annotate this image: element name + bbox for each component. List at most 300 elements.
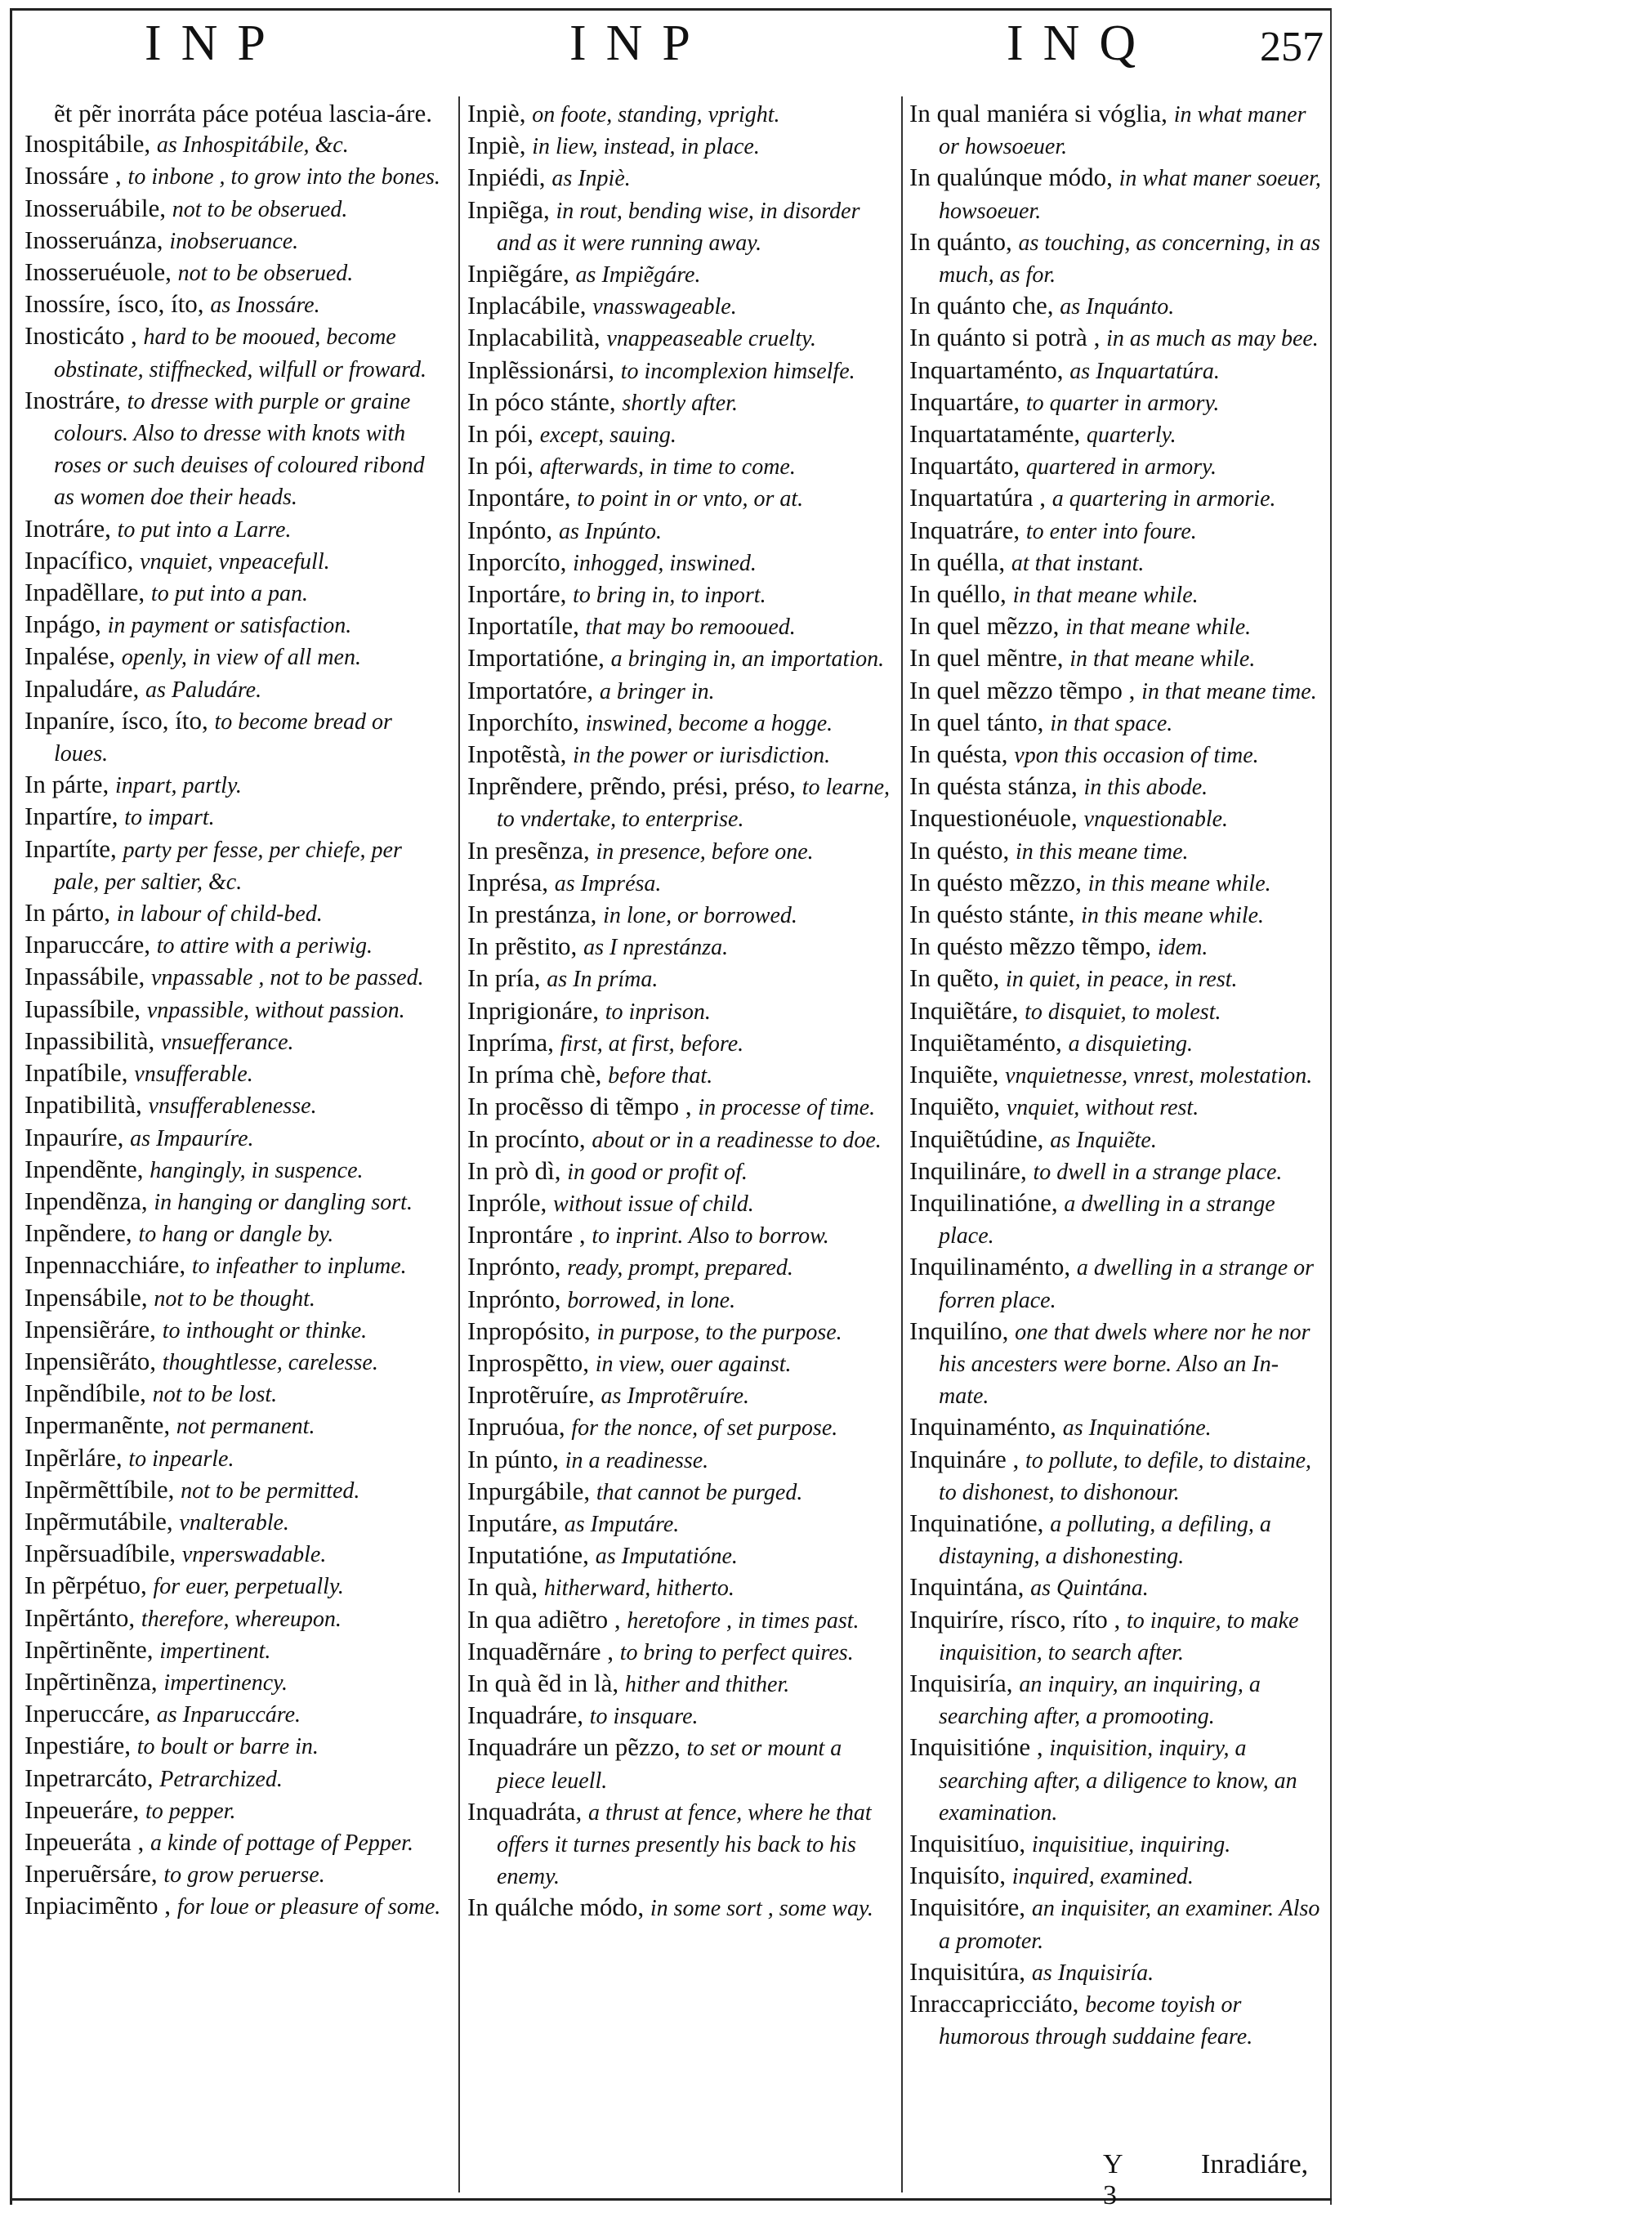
dictionary-entry: [467, 1540, 892, 1571]
entry-headword: Inquartataménte,: [909, 419, 1087, 449]
dictionary-entry: [25, 1378, 449, 1410]
entry-headword: Inprontáre ,: [467, 1220, 592, 1249]
dictionary-entry: [909, 1091, 1328, 1123]
entry-definition: vnperswadable.: [181, 1542, 327, 1568]
entry-definition: in hanging or dangling sort.: [154, 1189, 413, 1215]
dictionary-entry: [25, 385, 449, 513]
dictionary-entry: [25, 1570, 449, 1602]
dictionary-entry: [25, 1282, 449, 1314]
entry-headword: In quésto mẽzzo tẽmpo,: [909, 932, 1158, 961]
entry-definition: in good or profit of.: [567, 1159, 748, 1185]
entry-definition: in this meane while.: [1081, 903, 1265, 929]
entry-definition: as Inhospitábile, &c.: [156, 132, 349, 159]
entry-headword: Inplacabilità,: [467, 323, 607, 352]
entry-headword: Inpẽrtánto,: [25, 1602, 141, 1632]
entry-definition: a thrust at fence, where he that offers it turnes presently his back to his enemy.: [497, 1799, 872, 1890]
entry-headword: Inquilíno,: [909, 1316, 1016, 1345]
entry-definition: to inquire, to make inquisition, to search after.: [939, 1607, 1299, 1665]
dictionary-entry: [25, 673, 449, 705]
dictionary-entry: [909, 1860, 1328, 1892]
entry-definition: to hang or dangle by.: [138, 1222, 334, 1248]
dictionary-entry: [467, 1251, 892, 1283]
entry-headword: Inpauríre,: [25, 1122, 131, 1151]
entry-definition: in liew, instead, in place.: [532, 134, 760, 160]
dictionary-entry: [909, 739, 1328, 771]
entry-headword: Inraccapricciáto,: [909, 1988, 1086, 2018]
dictionary-entry: [909, 1732, 1328, 1828]
entry-definition: not to be lost.: [152, 1382, 278, 1408]
entry-headword: Inpiédi,: [467, 163, 552, 192]
dictionary-entry: [467, 290, 892, 322]
entry-definition: as Imprésa.: [554, 870, 662, 896]
dictionary-entry: [25, 1826, 449, 1858]
dictionary-entry: [25, 1186, 449, 1218]
entry-definition: vnsuefferance.: [161, 1029, 294, 1055]
entry-headword: Importatióne,: [467, 643, 611, 673]
entry-headword: Inquisíto,: [909, 1861, 1012, 1890]
dictionary-entry: [909, 867, 1328, 899]
dictionary-entry: [467, 1091, 892, 1123]
dictionary-entry: [467, 1155, 892, 1187]
entry-headword: Inquiẽtaménto,: [909, 1027, 1069, 1057]
entry-headword: Inpẽrtinẽnza,: [25, 1666, 164, 1696]
entry-headword: In quel mẽzzo tẽmpo ,: [909, 675, 1142, 704]
entry-definition: thoughtlesse, carelesse.: [162, 1349, 378, 1375]
entry-definition: as Quintána.: [1030, 1576, 1149, 1602]
entry-definition: to inbone , to grow into the bones.: [127, 164, 440, 190]
entry-definition: to boult or barre in.: [136, 1734, 319, 1760]
entry-headword: Inpadẽllare,: [25, 578, 151, 607]
dictionary-entry: [467, 547, 892, 579]
dictionary-entry: [909, 675, 1328, 707]
entry-definition: to insquare.: [589, 1704, 699, 1730]
entry-headword: Inporcíto,: [467, 547, 574, 576]
dictionary-entry: [909, 899, 1328, 931]
entry-headword: In quésta stánza,: [909, 771, 1084, 801]
entry-headword: Inquilináre,: [909, 1155, 1034, 1185]
dictionary-entry: [25, 705, 449, 769]
entry-headword: Inprésa,: [467, 867, 555, 896]
dictionary-entry: [467, 1700, 892, 1732]
entry-definition: about or in a readinesse to doe.: [592, 1127, 882, 1153]
dictionary-entry: [909, 1316, 1328, 1412]
entry-headword: In pría,: [467, 963, 547, 993]
entry-definition: hard to be mooued, become obstinate, stiffnecked, wilfull or froward.: [54, 324, 427, 382]
entry-definition: afterwards, in time to come.: [539, 454, 796, 480]
entry-definition: in as much as may bee.: [1106, 326, 1319, 352]
dictionary-entry: [467, 1284, 892, 1316]
dictionary-entry: [467, 1316, 892, 1348]
entry-definition: an inquiry, an inquiring, a searching after, a promooting.: [939, 1671, 1261, 1730]
entry-definition: as Inquánto.: [1060, 294, 1175, 320]
entry-headword: In quéllo,: [909, 579, 1013, 609]
dictionary-entry: [909, 355, 1328, 387]
dictionary-entry: [25, 1890, 449, 1922]
entry-headword: Inquartatúra ,: [909, 483, 1052, 512]
entry-definition: in rout, bending wise, in disorder and as it were running away.: [497, 198, 860, 256]
entry-definition: impertinent.: [159, 1638, 271, 1664]
entry-headword: Inpassábile,: [25, 962, 151, 991]
entry-headword: Inpẽrmẽttíbile,: [25, 1474, 181, 1504]
dictionary-entry: [467, 1059, 892, 1091]
dictionary-entry: [25, 1410, 449, 1441]
entry-headword: Inquintána,: [909, 1572, 1031, 1602]
entry-headword: Inpensiẽráto,: [25, 1346, 163, 1375]
entry-headword: Inporchíto,: [467, 707, 586, 736]
dictionary-entry: [25, 961, 449, 993]
entry-headword: In pẽrpétuo,: [25, 1571, 154, 1600]
dictionary-entry: [909, 1251, 1328, 1315]
entry-definition: as Impiẽgáre.: [575, 262, 701, 288]
dictionary-entry: [909, 290, 1328, 322]
entry-definition: to inthought or thinke.: [162, 1317, 368, 1343]
catchword: Inradiáre,: [1201, 2149, 1309, 2179]
entry-definition: to inprint. Also to borrow.: [592, 1223, 829, 1249]
running-header: [10, 15, 1332, 88]
entry-headword: Inquartáre,: [909, 387, 1026, 416]
entry-headword: Inpatibilità,: [25, 1090, 149, 1120]
entry-headword: In prẽstito,: [467, 932, 584, 961]
page-number: 257: [1260, 24, 1324, 70]
entry-definition: in that meane while.: [1069, 646, 1256, 673]
entry-headword: Inquisitíuo,: [909, 1828, 1032, 1857]
entry-headword: In párto,: [25, 898, 117, 927]
dictionary-entry: [25, 545, 449, 577]
signature-mark: Y 3: [1103, 2149, 1123, 2210]
entry-headword: Inpiè,: [467, 99, 533, 127]
entry-definition: to bring to perfect quires.: [619, 1639, 854, 1665]
dictionary-entry: [467, 963, 892, 995]
dictionary-entry: [25, 1602, 449, 1634]
dictionary-entry: [467, 707, 892, 739]
dictionary-entry: [25, 1763, 449, 1795]
entry-definition: a disquieting.: [1068, 1030, 1194, 1057]
entry-definition: heretofore , in times past.: [627, 1607, 859, 1634]
dictionary-entry: [909, 1155, 1328, 1187]
dictionary-entry: [25, 1314, 449, 1346]
entry-headword: Inpropósito,: [467, 1316, 597, 1345]
entry-headword: In quésta,: [909, 740, 1015, 769]
entry-definition: that cannot be purged.: [596, 1479, 803, 1505]
entry-definition: as I nprestánza.: [583, 935, 729, 961]
entry-definition: in this meane while.: [1087, 870, 1271, 896]
entry-headword: Inplẽssionársi,: [467, 355, 621, 384]
dictionary-entry: [909, 802, 1328, 834]
entry-headword: Inquadráre,: [467, 1701, 590, 1730]
entry-headword: Inpontáre,: [467, 483, 578, 512]
entry-headword: Inpendẽnza,: [25, 1186, 154, 1215]
dictionary-entry: [909, 610, 1328, 642]
entry-definition: to infeather to inplume.: [191, 1254, 407, 1280]
entry-headword: Inpensábile,: [25, 1282, 154, 1312]
dictionary-entry: [25, 1346, 449, 1378]
entry-definition: in lone, or borrowed.: [603, 903, 797, 929]
entry-definition: to inprison.: [605, 999, 711, 1025]
entry-definition: in that meane while.: [1012, 583, 1199, 609]
dictionary-entry: [909, 1187, 1328, 1251]
entry-definition: vnquiet, vnpeacefull.: [140, 548, 330, 574]
entry-definition: a bringer in.: [599, 678, 715, 704]
dictionary-entry: [25, 193, 449, 225]
entry-definition: vnasswageable.: [592, 294, 737, 320]
dictionary-entry: [25, 257, 449, 288]
entry-definition: shortly after.: [622, 390, 738, 416]
dictionary-entry: [25, 641, 449, 673]
dictionary-entry: [467, 482, 892, 514]
entry-headword: In qual maniéra si vóglia,: [909, 99, 1174, 127]
dictionary-entry: [25, 801, 449, 833]
entry-headword: In príma chè,: [467, 1060, 609, 1089]
entry-definition: to put into a Larre.: [117, 516, 292, 543]
entry-definition: to enter into foure.: [1025, 518, 1197, 544]
dictionary-entry: [25, 1634, 449, 1666]
dictionary-entry: [25, 288, 449, 320]
dictionary-entry: [25, 769, 449, 801]
entry-definition: as Inparuccáre.: [156, 1702, 301, 1728]
entry-definition: a bringing in, an importation.: [610, 646, 885, 673]
dictionary-entry: [467, 1604, 892, 1636]
entry-definition: not to be obserued.: [177, 261, 354, 287]
dictionary-entry: [25, 1666, 449, 1698]
entry-definition: hitherward, hitherto.: [543, 1576, 734, 1602]
entry-headword: Inquisiría,: [909, 1668, 1020, 1697]
dictionary-entry: [25, 513, 449, 545]
entry-headword: Inpotẽstà,: [467, 740, 574, 769]
entry-headword: In pói,: [467, 419, 540, 449]
entry-headword: Inosseruábile,: [25, 193, 172, 222]
entry-definition: in view, ouer against.: [595, 1351, 792, 1377]
dictionary-entry: [467, 771, 892, 834]
dictionary-entry: [909, 162, 1328, 226]
entry-headword: Inprónto,: [467, 1284, 568, 1313]
entry-definition: openly, in view of all men.: [121, 645, 361, 671]
entry-definition: as Inquiẽte.: [1050, 1127, 1157, 1153]
entry-definition: borrowed, in lone.: [567, 1287, 736, 1313]
entry-headword: Inpurgábile,: [467, 1476, 596, 1505]
entry-definition: to put into a pan.: [150, 581, 309, 607]
entry-definition: on foote, standing, vpright.: [532, 102, 780, 127]
dictionary-entry: [25, 1795, 449, 1826]
dictionary-entry: [25, 225, 449, 257]
entry-definition: a polluting, a defiling, a distayning, a dishonesting.: [939, 1511, 1271, 1570]
entry-definition: in the power or iurisdiction.: [573, 743, 831, 769]
dictionary-entry: [467, 899, 892, 931]
column-rule: [458, 96, 460, 2192]
dictionary-entry: [909, 322, 1328, 354]
dictionary-entry: [909, 387, 1328, 418]
dictionary-entry: [25, 160, 449, 192]
entry-definition: vnpassable , not to be passed.: [150, 965, 424, 991]
entry-definition: ready, prompt, prepared.: [567, 1255, 793, 1281]
entry-headword: In pói,: [467, 451, 540, 480]
entry-headword: In quel mẽzzo,: [909, 611, 1066, 641]
dictionary-entry: [467, 355, 892, 387]
entry-definition: to learne, to vndertake, to enterprise.: [497, 775, 891, 833]
entry-headword: Iupassíbile,: [25, 994, 147, 1023]
entry-headword: Inpaludáre,: [25, 673, 146, 703]
entry-headword: Inperuẽrsáre,: [25, 1859, 164, 1888]
dictionary-entry: [25, 897, 449, 929]
entry-headword: Inpríma,: [467, 1027, 560, 1057]
dictionary-entry: [25, 1249, 449, 1281]
entry-definition: inswined, become a hogge.: [585, 710, 833, 736]
entry-definition: to dresse with purple or graine colours. Also to dresse with knots with roses or such deuises of coloured ribond as women doe their heads.: [54, 388, 425, 511]
entry-definition: party per fesse, per chiefe, per pale, per saltier, &c.: [54, 837, 402, 895]
entry-definition: first, at first, before.: [560, 1030, 744, 1057]
entry-definition: to disquiet, to molest.: [1025, 999, 1221, 1025]
dictionary-entry: [909, 1027, 1328, 1059]
dictionary-entry: [25, 1122, 449, 1154]
entry-headword: Inparuccáre,: [25, 930, 157, 959]
dictionary-entry: [909, 482, 1328, 514]
dictionary-entry: [467, 450, 892, 482]
dictionary-entry: [25, 1730, 449, 1762]
entry-definition: as Improtẽruíre.: [601, 1383, 750, 1410]
entry-definition: impertinency.: [163, 1669, 288, 1696]
column-2: [467, 98, 892, 2190]
dictionary-entry: [909, 450, 1328, 482]
entry-definition: without issue of child.: [553, 1191, 754, 1217]
entry-definition: in quiet, in peace, in rest.: [1005, 967, 1238, 993]
entry-definition: in purpose, to the purpose.: [596, 1319, 842, 1345]
dictionary-entry: [25, 1154, 449, 1186]
entry-definition: in that space.: [1050, 710, 1173, 736]
entry-headword: Inpartíre,: [25, 802, 125, 831]
entry-headword: Inquartáto,: [909, 451, 1026, 480]
entry-definition: to pepper.: [145, 1798, 236, 1824]
dictionary-entry: [467, 1187, 892, 1219]
entry-definition: in payment or satisfaction.: [107, 613, 352, 639]
dictionary-entry: [25, 128, 449, 160]
entry-definition: as Paludáre.: [145, 677, 262, 703]
entry-headword: Inpermanẽnte,: [25, 1410, 176, 1440]
entry-headword: Inquiríre, rísco, ríto ,: [909, 1604, 1127, 1634]
entry-headword: Inpetrarcáto,: [25, 1763, 160, 1792]
entry-headword: Inquatráre,: [909, 515, 1026, 544]
entry-definition: as Inquisiría.: [1031, 1960, 1154, 1986]
entry-definition: not to be thought.: [154, 1285, 315, 1312]
entry-headword: Inquiẽto,: [909, 1092, 1007, 1121]
dictionary-entry: [25, 1474, 449, 1506]
entry-headword: In quánto,: [909, 226, 1019, 256]
entry-definition: not to be obserued.: [172, 196, 348, 222]
entry-headword: Inportatíle,: [467, 611, 586, 641]
entry-headword: Inpendẽnte,: [25, 1154, 150, 1183]
entry-definition: inquisitiue, inquiring.: [1031, 1831, 1231, 1857]
header-middle: INP: [569, 16, 710, 71]
dictionary-entry: [909, 1956, 1328, 1988]
entry-headword: Inpiẽgáre,: [467, 259, 576, 288]
entry-continuation: ẽt pẽr inorráta páce potéua lascia-áre.: [54, 99, 432, 127]
dictionary-entry: [25, 834, 449, 897]
entry-definition: to inpearle.: [128, 1446, 234, 1472]
entry-headword: In púnto,: [467, 1444, 565, 1473]
entry-headword: In quel tánto,: [909, 707, 1051, 736]
entry-headword: Inquadẽrnáre ,: [467, 1636, 620, 1665]
entry-headword: Inquestionéuole,: [909, 803, 1084, 833]
entry-definition: to point in or vnto, or at.: [577, 486, 804, 512]
dictionary-entry: [467, 1892, 892, 1924]
dictionary-entry: [467, 1636, 892, 1668]
entry-headword: Inpiẽga,: [467, 194, 556, 224]
entry-headword: In quà ẽd in là,: [467, 1668, 625, 1697]
entry-headword: Inquisitióne ,: [909, 1732, 1050, 1762]
entry-headword: Inprotẽruíre,: [467, 1380, 601, 1410]
entry-headword: Importatóre,: [467, 675, 600, 704]
entry-definition: to bring in, to inport.: [573, 583, 766, 609]
entry-definition: vnsufferable.: [134, 1062, 253, 1088]
dictionary-entry: [467, 835, 892, 867]
entry-definition: to impart.: [124, 805, 215, 831]
dictionary-entry: [467, 1124, 892, 1155]
entry-definition: in what maner or howsoeuer.: [939, 102, 1306, 160]
entry-definition: to become bread or loues.: [54, 708, 392, 767]
entry-definition: as Inpiè.: [551, 166, 631, 192]
column-rule: [901, 96, 903, 2192]
dictionary-entry: [909, 1892, 1328, 1956]
entry-headword: Inputatióne,: [467, 1540, 596, 1570]
entry-headword: In quel mẽntre,: [909, 643, 1070, 673]
entry-definition: vnappeaseable cruelty.: [606, 326, 817, 352]
entry-definition: idem.: [1157, 935, 1208, 961]
dictionary-entry: [909, 1828, 1328, 1860]
entry-definition: in this abode.: [1083, 775, 1208, 801]
entry-headword: In póco stánte,: [467, 387, 623, 416]
entry-definition: to attire with a periwig.: [156, 933, 373, 959]
dictionary-entry: [467, 610, 892, 642]
entry-definition: before that.: [608, 1063, 713, 1089]
entry-headword: Inquartaménto,: [909, 355, 1070, 384]
entry-headword: Inospitábile,: [25, 129, 157, 159]
dictionary-entry: [467, 579, 892, 610]
dictionary-entry: [467, 162, 892, 194]
entry-headword: In quésto mẽzzo,: [909, 867, 1088, 896]
entry-headword: Inpassibilità,: [25, 1026, 162, 1055]
entry-definition: as Inpúnto.: [558, 518, 662, 544]
entry-headword: Inosseruéuole,: [25, 257, 178, 287]
entry-definition: that may bo remooued.: [585, 615, 796, 641]
dictionary-entry: [467, 1444, 892, 1476]
entry-definition: for the nonce, of set purpose.: [571, 1415, 838, 1441]
dictionary-entry: [909, 963, 1328, 995]
column-1: [25, 98, 449, 2190]
entry-headword: Inpiè,: [467, 131, 533, 160]
entry-headword: Inpatíbile,: [25, 1058, 135, 1088]
dictionary-entry: [25, 1218, 449, 1249]
entry-definition: one that dwels where nor he nor his ancesters were borne. Also an In-mate.: [939, 1319, 1310, 1410]
header-right: INQ: [1007, 16, 1156, 71]
entry-headword: Inquilinaménto,: [909, 1252, 1077, 1281]
entry-definition: vnalterable.: [179, 1509, 289, 1535]
entry-headword: In qualúnque módo,: [909, 163, 1119, 192]
entry-definition: to grow peruerse.: [163, 1862, 325, 1888]
entry-definition: as Inquartatúra.: [1069, 358, 1220, 384]
entry-definition: quarterly.: [1086, 422, 1176, 449]
entry-headword: Inprospẽtto,: [467, 1348, 596, 1377]
dictionary-entry: [467, 1219, 892, 1251]
entry-definition: hither and thither.: [624, 1671, 790, 1697]
dictionary-entry: [467, 1668, 892, 1700]
entry-headword: Inostráre,: [25, 385, 127, 414]
entry-definition: as Inossáre.: [210, 293, 320, 319]
bottom-rule: [10, 2198, 1332, 2201]
dictionary-entry: [909, 1508, 1328, 1571]
dictionary-entry: [909, 707, 1328, 739]
entry-headword: Inprẽndere, prẽndo, prési, préso,: [467, 771, 802, 801]
entry-definition: inpart, partly.: [115, 773, 242, 799]
entry-headword: Inpẽndere,: [25, 1218, 139, 1248]
dictionary-entry: [467, 1796, 892, 1893]
